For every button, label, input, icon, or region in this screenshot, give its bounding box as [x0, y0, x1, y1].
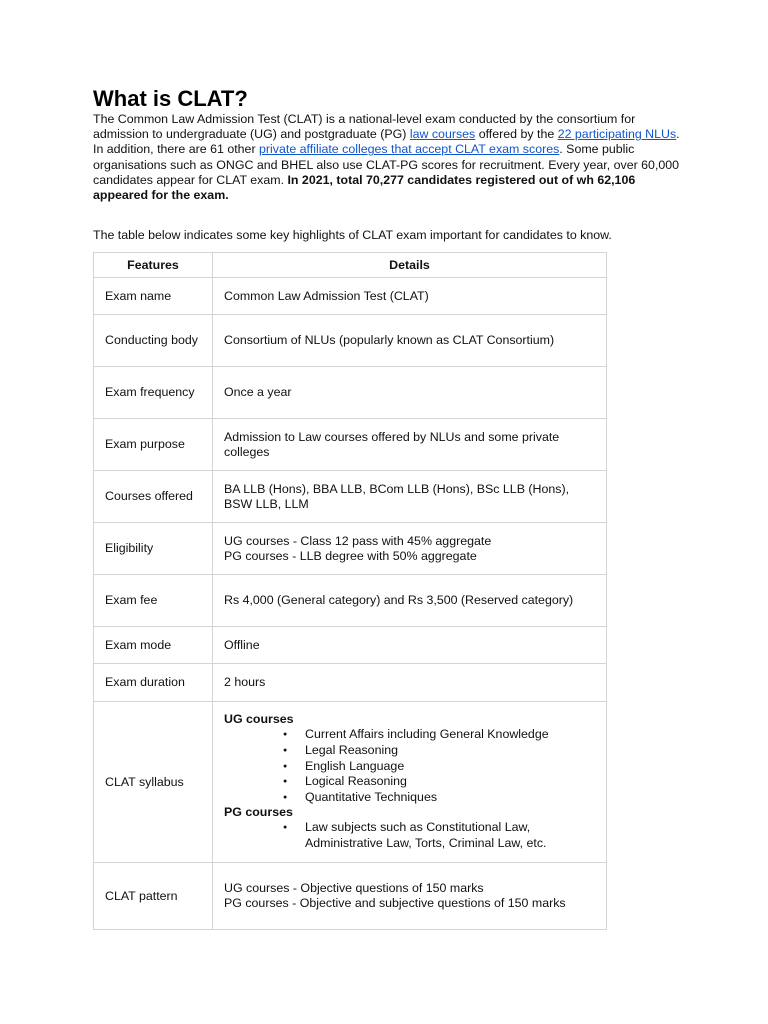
clat-highlights-table [93, 252, 607, 930]
feature-cell: Eligibility [94, 523, 213, 575]
detail-cell: Admission to Law courses offered by NLUs and some private colleges [213, 419, 607, 471]
list-item: ● Current Affairs including General Knowledge [305, 727, 595, 743]
detail-cell: Once a year [213, 367, 607, 419]
feature-cell: Conducting body [94, 315, 213, 367]
feature-cell: Exam fee [94, 575, 213, 627]
table-row [94, 627, 607, 664]
detail-cell: Consortium of NLUs (popularly known as CLAT Consortium) [213, 315, 607, 367]
table-row [94, 575, 607, 627]
intro-text-4: . Some public organisations such as ONGC and BHEL also use CLAT-PG scores for recruitment. Every year, over 60,000 candidates appear for CLAT exam. [93, 142, 680, 187]
feature-cell: Exam mode [94, 627, 213, 664]
pattern-pg: PG courses - Objective and subjective questions of 150 marks [224, 896, 566, 910]
page-title: What is CLAT? [93, 86, 248, 111]
syllabus-ug-list [224, 727, 595, 805]
intro-text-3: . In addition, there are 61 other [93, 127, 680, 157]
feature-cell: Exam name [94, 278, 213, 315]
detail-cell [213, 863, 607, 930]
detail-cell: Rs 4,000 (General category) and Rs 3,500 (Reserved category) [213, 575, 607, 627]
intro-paragraph [93, 112, 683, 203]
table-row [94, 523, 607, 575]
detail-cell: Offline [213, 627, 607, 664]
list-item: ● English Language [305, 759, 595, 775]
syllabus-ug-title: UG courses [224, 712, 294, 727]
header-features: Features [94, 253, 213, 278]
syllabus-pg-title: PG courses [224, 805, 293, 820]
table-row [94, 315, 607, 367]
list-item: ● Quantitative Techniques [305, 790, 595, 806]
detail-cell: Common Law Admission Test (CLAT) [213, 278, 607, 315]
feature-cell: Courses offered [94, 471, 213, 523]
detail-cell [213, 702, 607, 863]
feature-cell: CLAT pattern [94, 863, 213, 930]
table-header-row [94, 253, 607, 278]
eligibility-pg: PG courses - LLB degree with 50% aggregate [224, 548, 477, 563]
table-row [94, 664, 607, 702]
private-colleges-link[interactable]: private affiliate colleges that accept CLAT exam scores [259, 142, 560, 157]
detail-cell [213, 523, 607, 575]
intro-text-2: offered by the [475, 127, 558, 142]
header-details: Details [213, 253, 607, 278]
feature-cell: Exam duration [94, 664, 213, 702]
detail-cell: BA LLB (Hons), BBA LLB, BCom LLB (Hons), BSc LLB (Hons), BSW LLB, LLM [213, 471, 607, 523]
intro-bold-stat: In 2021, total 70,277 candidates registered out of wh 62,106 appeared for the exam. [93, 172, 636, 203]
table-row [94, 419, 607, 471]
list-item: ● Law subjects such as Constitutional Law, Administrative Law, Torts, Criminal Law, etc. [305, 820, 595, 851]
table-row [94, 863, 607, 930]
pattern-ug: UG courses - Objective questions of 150 marks [224, 881, 484, 895]
list-item: ● Legal Reasoning [305, 743, 595, 759]
list-item: ● Logical Reasoning [305, 774, 595, 790]
intro-text-1: The Common Law Admission Test (CLAT) is a national-level exam conducted by the consortium for admission to undergraduate (UG) and postgraduate (PG) [93, 112, 636, 142]
feature-cell: Exam purpose [94, 419, 213, 471]
table-row [94, 367, 607, 419]
table-row [94, 702, 607, 863]
law-courses-link[interactable]: law courses [409, 127, 476, 142]
feature-cell: CLAT syllabus [94, 702, 213, 863]
eligibility-ug: UG courses - Class 12 pass with 45% aggregate [224, 533, 492, 548]
feature-cell: Exam frequency [94, 367, 213, 419]
table-row [94, 278, 607, 315]
detail-cell: 2 hours [213, 664, 607, 702]
table-lead-text: The table below indicates some key highlights of CLAT exam important for candidates to know. [93, 228, 612, 242]
syllabus-pg-list [224, 820, 595, 851]
table-row [94, 471, 607, 523]
participating-nlus-link[interactable]: 22 participating NLUs [557, 127, 677, 142]
